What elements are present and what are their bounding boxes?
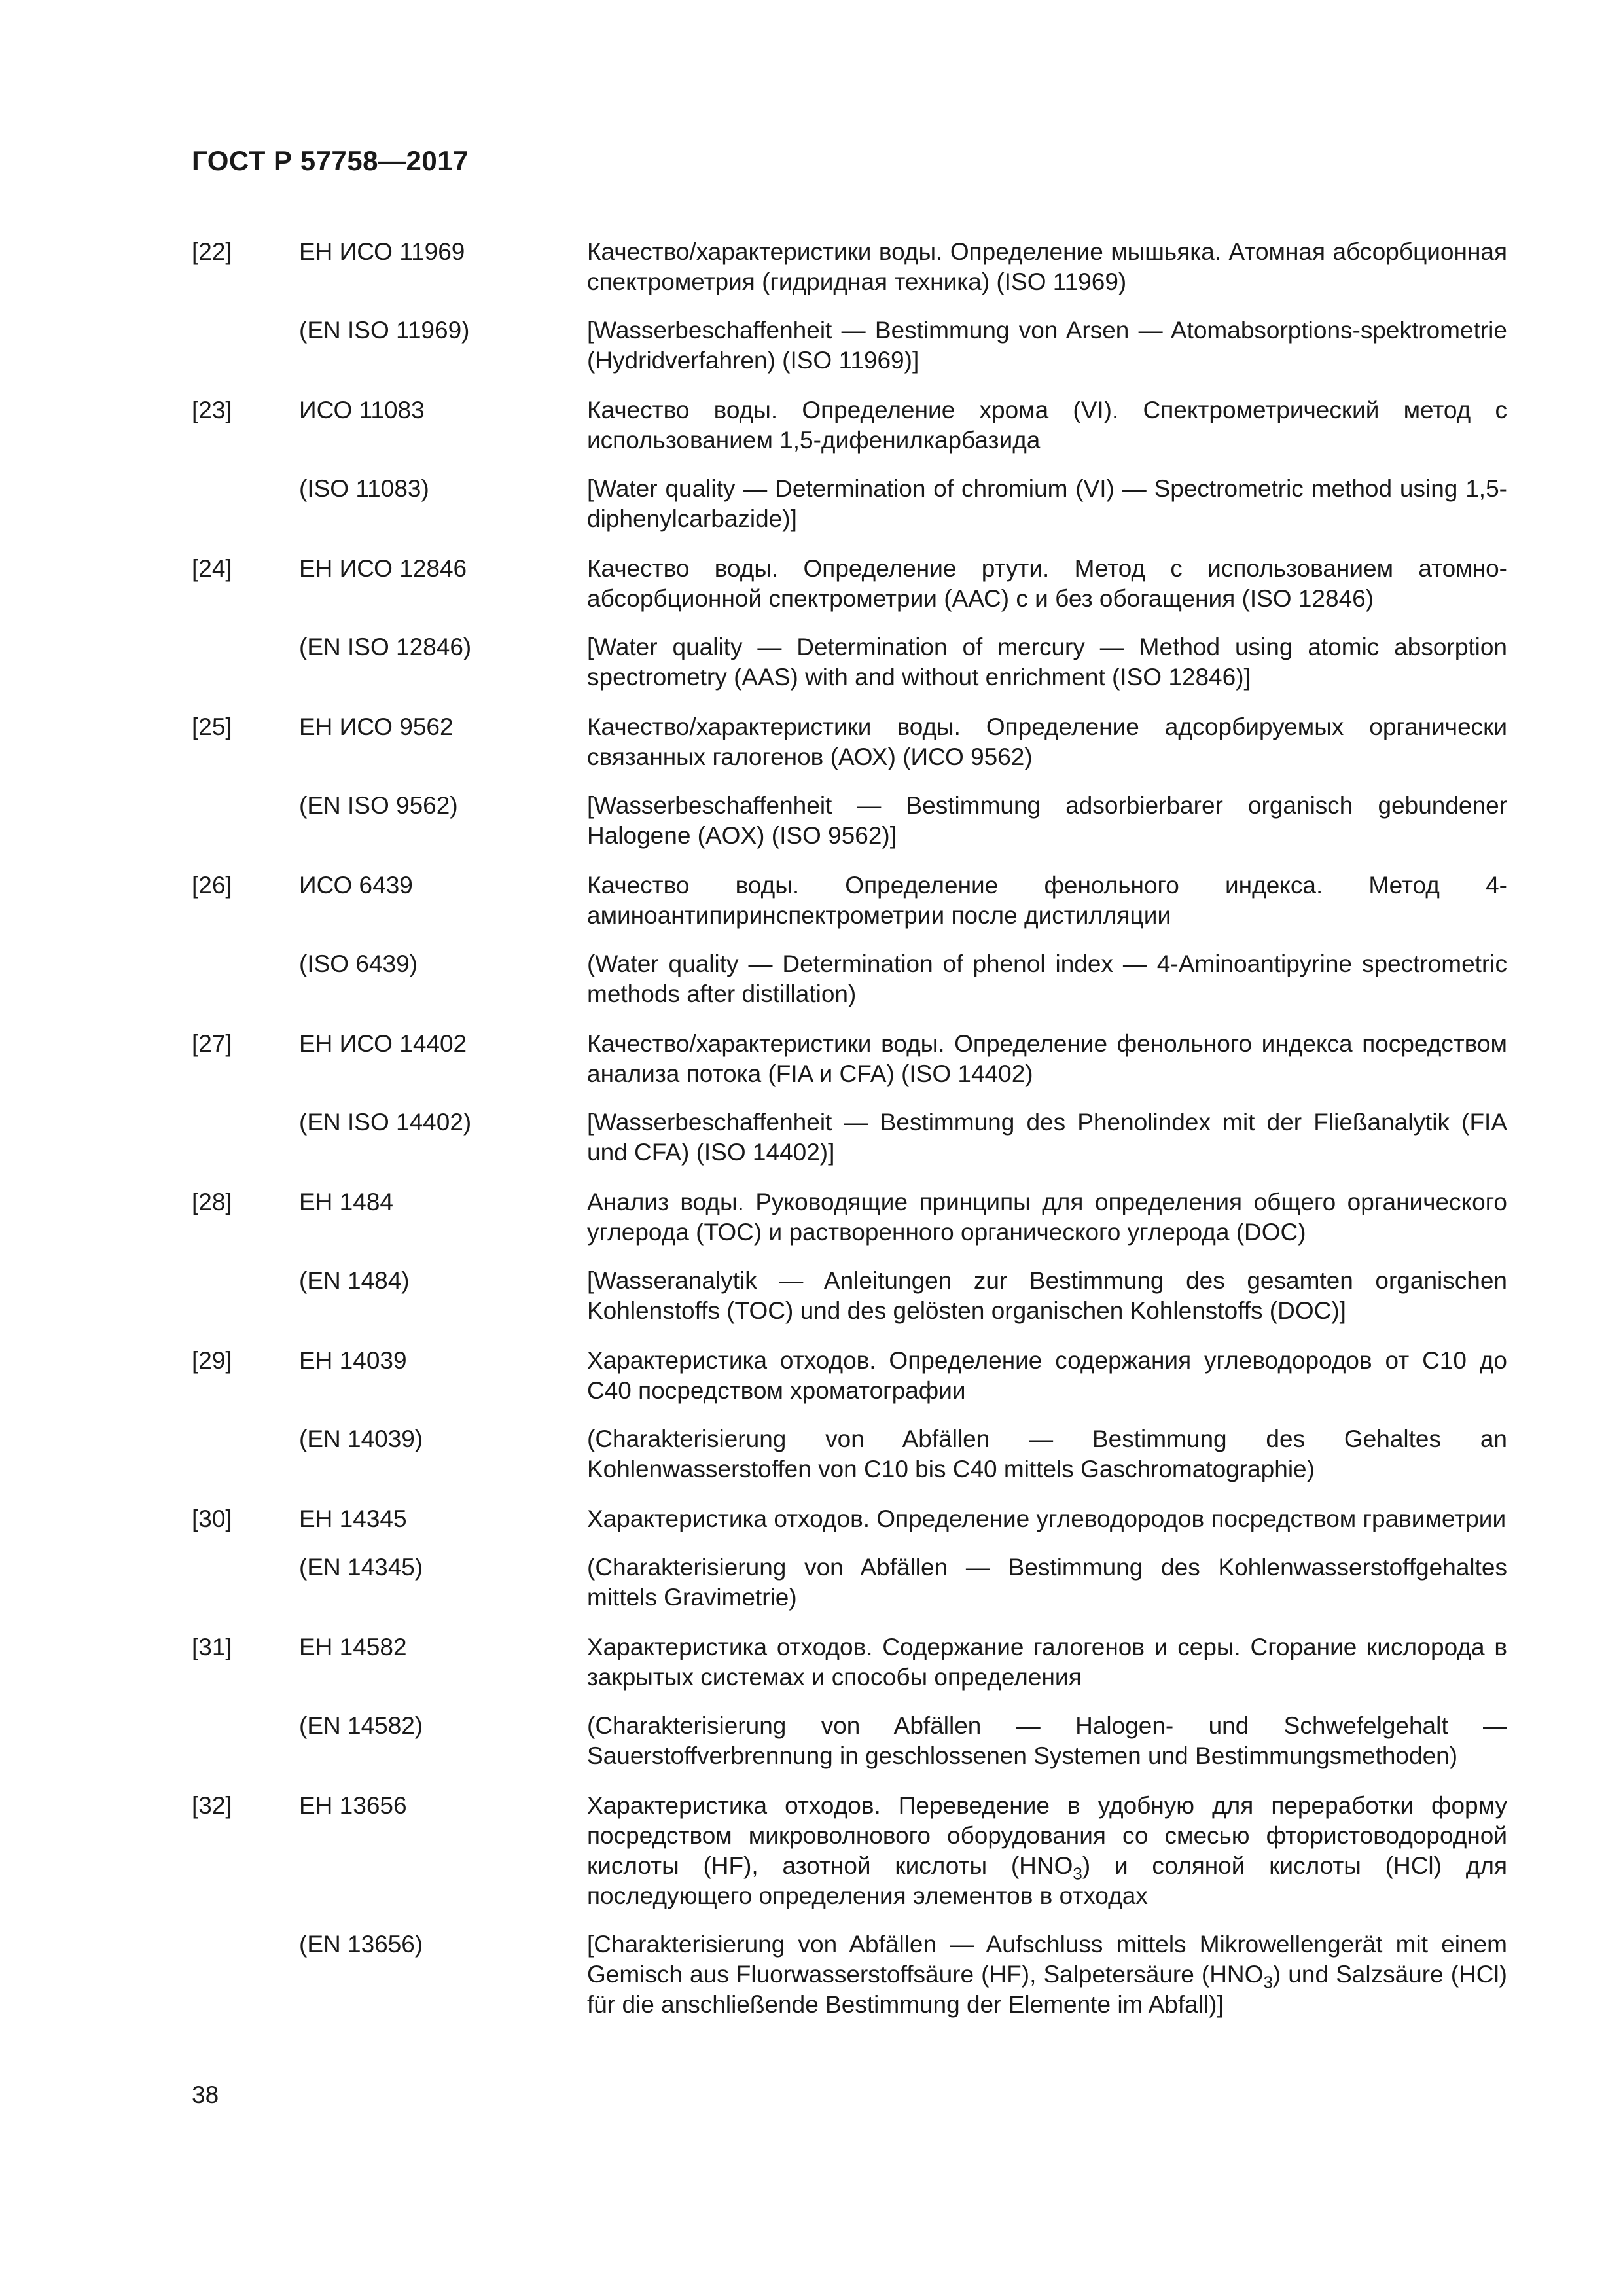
- entry-title: Характеристика отходов. Определение углеводородов посредством гравиметрии: [587, 1505, 1507, 1532]
- entry-title: Качество/характеристики воды. Определение мышьяка. Атомная абсорбционная спектрометрия (гидридная техника) (ISO 11969): [587, 238, 1507, 295]
- entry-number: [32]: [192, 1792, 232, 1819]
- entry-original-code: (EN ISO 9562): [299, 792, 458, 819]
- entry-original-code: (ISO 11083): [299, 475, 429, 502]
- entry-russian-line: [192, 554, 1507, 614]
- entry-original-line: [192, 1711, 1507, 1771]
- entry-code: ЕН ИСО 12846: [299, 555, 467, 582]
- entry-original-line: [192, 632, 1507, 692]
- entry-original-line: [192, 791, 1507, 851]
- entry-number: [28]: [192, 1189, 232, 1215]
- entry-title: Характеристика отходов. Определение содержания углеводородов от С10 до С40 посредством хроматографии: [587, 1347, 1507, 1404]
- entry-russian-line: [192, 1187, 1507, 1247]
- bibliography-entry: [192, 870, 1507, 1009]
- bibliography-entry: [192, 395, 1507, 534]
- entry-original-code: (EN 14345): [299, 1554, 423, 1581]
- bibliography-entry: [192, 1187, 1507, 1326]
- entry-number: [30]: [192, 1505, 232, 1532]
- entry-original-line: [192, 315, 1507, 376]
- entry-code: ЕН 13656: [299, 1792, 407, 1819]
- entry-code: ЕН ИСО 11969: [299, 238, 465, 265]
- entry-original-line: [192, 1107, 1507, 1168]
- bibliography-entry: [192, 1504, 1507, 1613]
- entry-original-code: (EN ISO 11969): [299, 317, 470, 344]
- entry-original-title: (Charakterisierung von Abfällen — Bestimmung des Kohlenwasserstoffgehaltes mittels Gravimetrie): [587, 1554, 1507, 1611]
- entry-original-line: [192, 949, 1507, 1009]
- bibliography-entry: [192, 237, 1507, 376]
- entry-russian-line: [192, 1632, 1507, 1693]
- bibliography-entry: [192, 554, 1507, 692]
- entry-original-line: [192, 1424, 1507, 1484]
- entry-russian-line: [192, 395, 1507, 456]
- entry-title: Качество/характеристики воды. Определение адсорбируемых органически связанных галогенов (АОХ) (ИСО 9562): [587, 713, 1507, 770]
- entry-original-code: (EN ISO 12846): [299, 634, 472, 660]
- entry-original-line: [192, 1552, 1507, 1613]
- entry-code: ЕН ИСО 14402: [299, 1030, 467, 1057]
- entry-russian-line: [192, 1029, 1507, 1089]
- entry-number: [31]: [192, 1634, 232, 1660]
- entry-original-line: [192, 1929, 1507, 2020]
- entry-original-title: [Wasseranalytik — Anleitungen zur Bestimmung des gesamten organischen Kohlenstoffs (TOC) und des gelösten organischen Kohlenstoffs (DOC)]: [587, 1267, 1507, 1324]
- entry-code: ЕН 14582: [299, 1634, 407, 1660]
- entry-original-code: (EN 1484): [299, 1267, 410, 1294]
- entry-original-title: (Charakterisierung von Abfällen — Halogen- und Schwefelgehalt — Sauerstoffverbrennung in geschlossenen Systemen und Bestimmungsmethoden): [587, 1712, 1507, 1769]
- entry-code: ИСО 11083: [299, 397, 425, 423]
- entry-code: ЕН 1484: [299, 1189, 393, 1215]
- bibliography-entry: [192, 1029, 1507, 1168]
- entry-original-title: [Charakterisierung von Abfällen — Aufschluss mittels Mikrowellengerät mit einem Gemisch aus Fluorwasserstoffsäure (HF), Salpetersäure $(HNO_3)$ und Salzsäure (HCl) für die anschließende Bestimmung der Elemente im Abfall)]: [587, 1931, 1508, 2018]
- entry-russian-line: [192, 237, 1507, 297]
- entry-original-code: (ISO 6439): [299, 950, 418, 977]
- entry-number: [24]: [192, 555, 232, 582]
- entry-code: ИСО 6439: [299, 872, 413, 899]
- entry-title: Характеристика отходов. Переведение в удобную для переработки форму посредством микроволнового оборудования со смесью фтористоводородной кислоты (HF), азотной кислоты $(HNO_3)$ и соляной кислоты (HCl) для последующего определения элементов в отходах: [587, 1792, 1507, 1909]
- entry-original-title: [Water quality — Determination of chromium (VI) — Spectrometric method using 1,5-diphenylcarbazide)]: [587, 475, 1507, 532]
- entry-title: Качество/характеристики воды. Определение фенольного индекса посредством анализа потока (FIA и CFA) (ISO 14402): [587, 1030, 1507, 1087]
- bibliography-entry: [192, 1791, 1507, 2020]
- entry-russian-line: [192, 1504, 1507, 1534]
- bibliography-entry: [192, 1346, 1507, 1484]
- entry-title: Качество воды. Определение ртути. Метод с использованием атомно-абсорбционной спектрометрии (ААС) с и без обогащения (ISO 12846): [587, 555, 1507, 612]
- entry-russian-line: [192, 1791, 1507, 1911]
- entry-number: [29]: [192, 1347, 232, 1374]
- entry-code: ЕН 14345: [299, 1505, 407, 1532]
- bibliography-entry: [192, 1632, 1507, 1771]
- entry-russian-line: [192, 870, 1507, 931]
- entry-number: [23]: [192, 397, 232, 423]
- entry-number: [22]: [192, 238, 232, 265]
- entry-original-title: (Water quality — Determination of phenol index — 4-Aminoantipyrine spectrometric methods after distillation): [587, 950, 1507, 1007]
- entry-original-line: [192, 1266, 1507, 1326]
- entry-original-line: [192, 474, 1507, 534]
- entry-title: Качество воды. Определение фенольного индекса. Метод 4- аминоантипиринспектрометрии после дистилляции: [587, 872, 1507, 929]
- entry-original-code: (EN 13656): [299, 1931, 423, 1958]
- entry-original-title: [Water quality — Determination of mercury — Method using atomic absorption spectrometry (AAS) with and without enrichment (ISO 12846)]: [587, 634, 1507, 691]
- entry-code: ЕН 14039: [299, 1347, 407, 1374]
- entry-original-title: [Wasserbeschaffenheit — Bestimmung adsorbierbarer organisch gebundener Halogene (AOX) (ISO 9562)]: [587, 792, 1507, 849]
- bibliography-entry: [192, 712, 1507, 851]
- entry-number: [27]: [192, 1030, 232, 1057]
- entry-original-code: (EN 14039): [299, 1426, 423, 1452]
- entry-number: [26]: [192, 872, 232, 899]
- entry-title: Характеристика отходов. Содержание галогенов и серы. Сгорание кислорода в закрытых системах и способы определения: [587, 1634, 1507, 1691]
- entry-original-title: [Wasserbeschaffenheit — Bestimmung von Arsen — Atomabsorptions-spektrometrie (Hydridverfahren) (ISO 11969)]: [587, 317, 1507, 374]
- entry-title: Качество воды. Определение хрома (VI). Спектрометрический метод с использованием 1,5-дифенилкарбазида: [587, 397, 1507, 454]
- entry-original-title: (Charakterisierung von Abfällen — Bestimmung des Gehaltes an Kohlenwasserstoffen von C10 bis C40 mittels Gaschromatographie): [587, 1426, 1507, 1482]
- entry-original-code: (EN 14582): [299, 1712, 423, 1739]
- entry-russian-line: [192, 1346, 1507, 1406]
- entry-original-code: (EN ISO 14402): [299, 1109, 472, 1136]
- bibliography-list: [192, 237, 1507, 2039]
- page-number: 38: [192, 2081, 219, 2108]
- entry-code: ЕН ИСО 9562: [299, 713, 454, 740]
- entry-russian-line: [192, 712, 1507, 772]
- document-header: ГОСТ Р 57758—2017: [192, 145, 469, 176]
- entry-number: [25]: [192, 713, 232, 740]
- entry-original-title: [Wasserbeschaffenheit — Bestimmung des Phenolindex mit der Fließanalytik (FIA und CFA) (ISO 14402)]: [587, 1109, 1507, 1166]
- entry-title: Анализ воды. Руководящие принципы для определения общего органического углерода (ТОС) и растворенного органического углерода (DOC): [587, 1189, 1507, 1246]
